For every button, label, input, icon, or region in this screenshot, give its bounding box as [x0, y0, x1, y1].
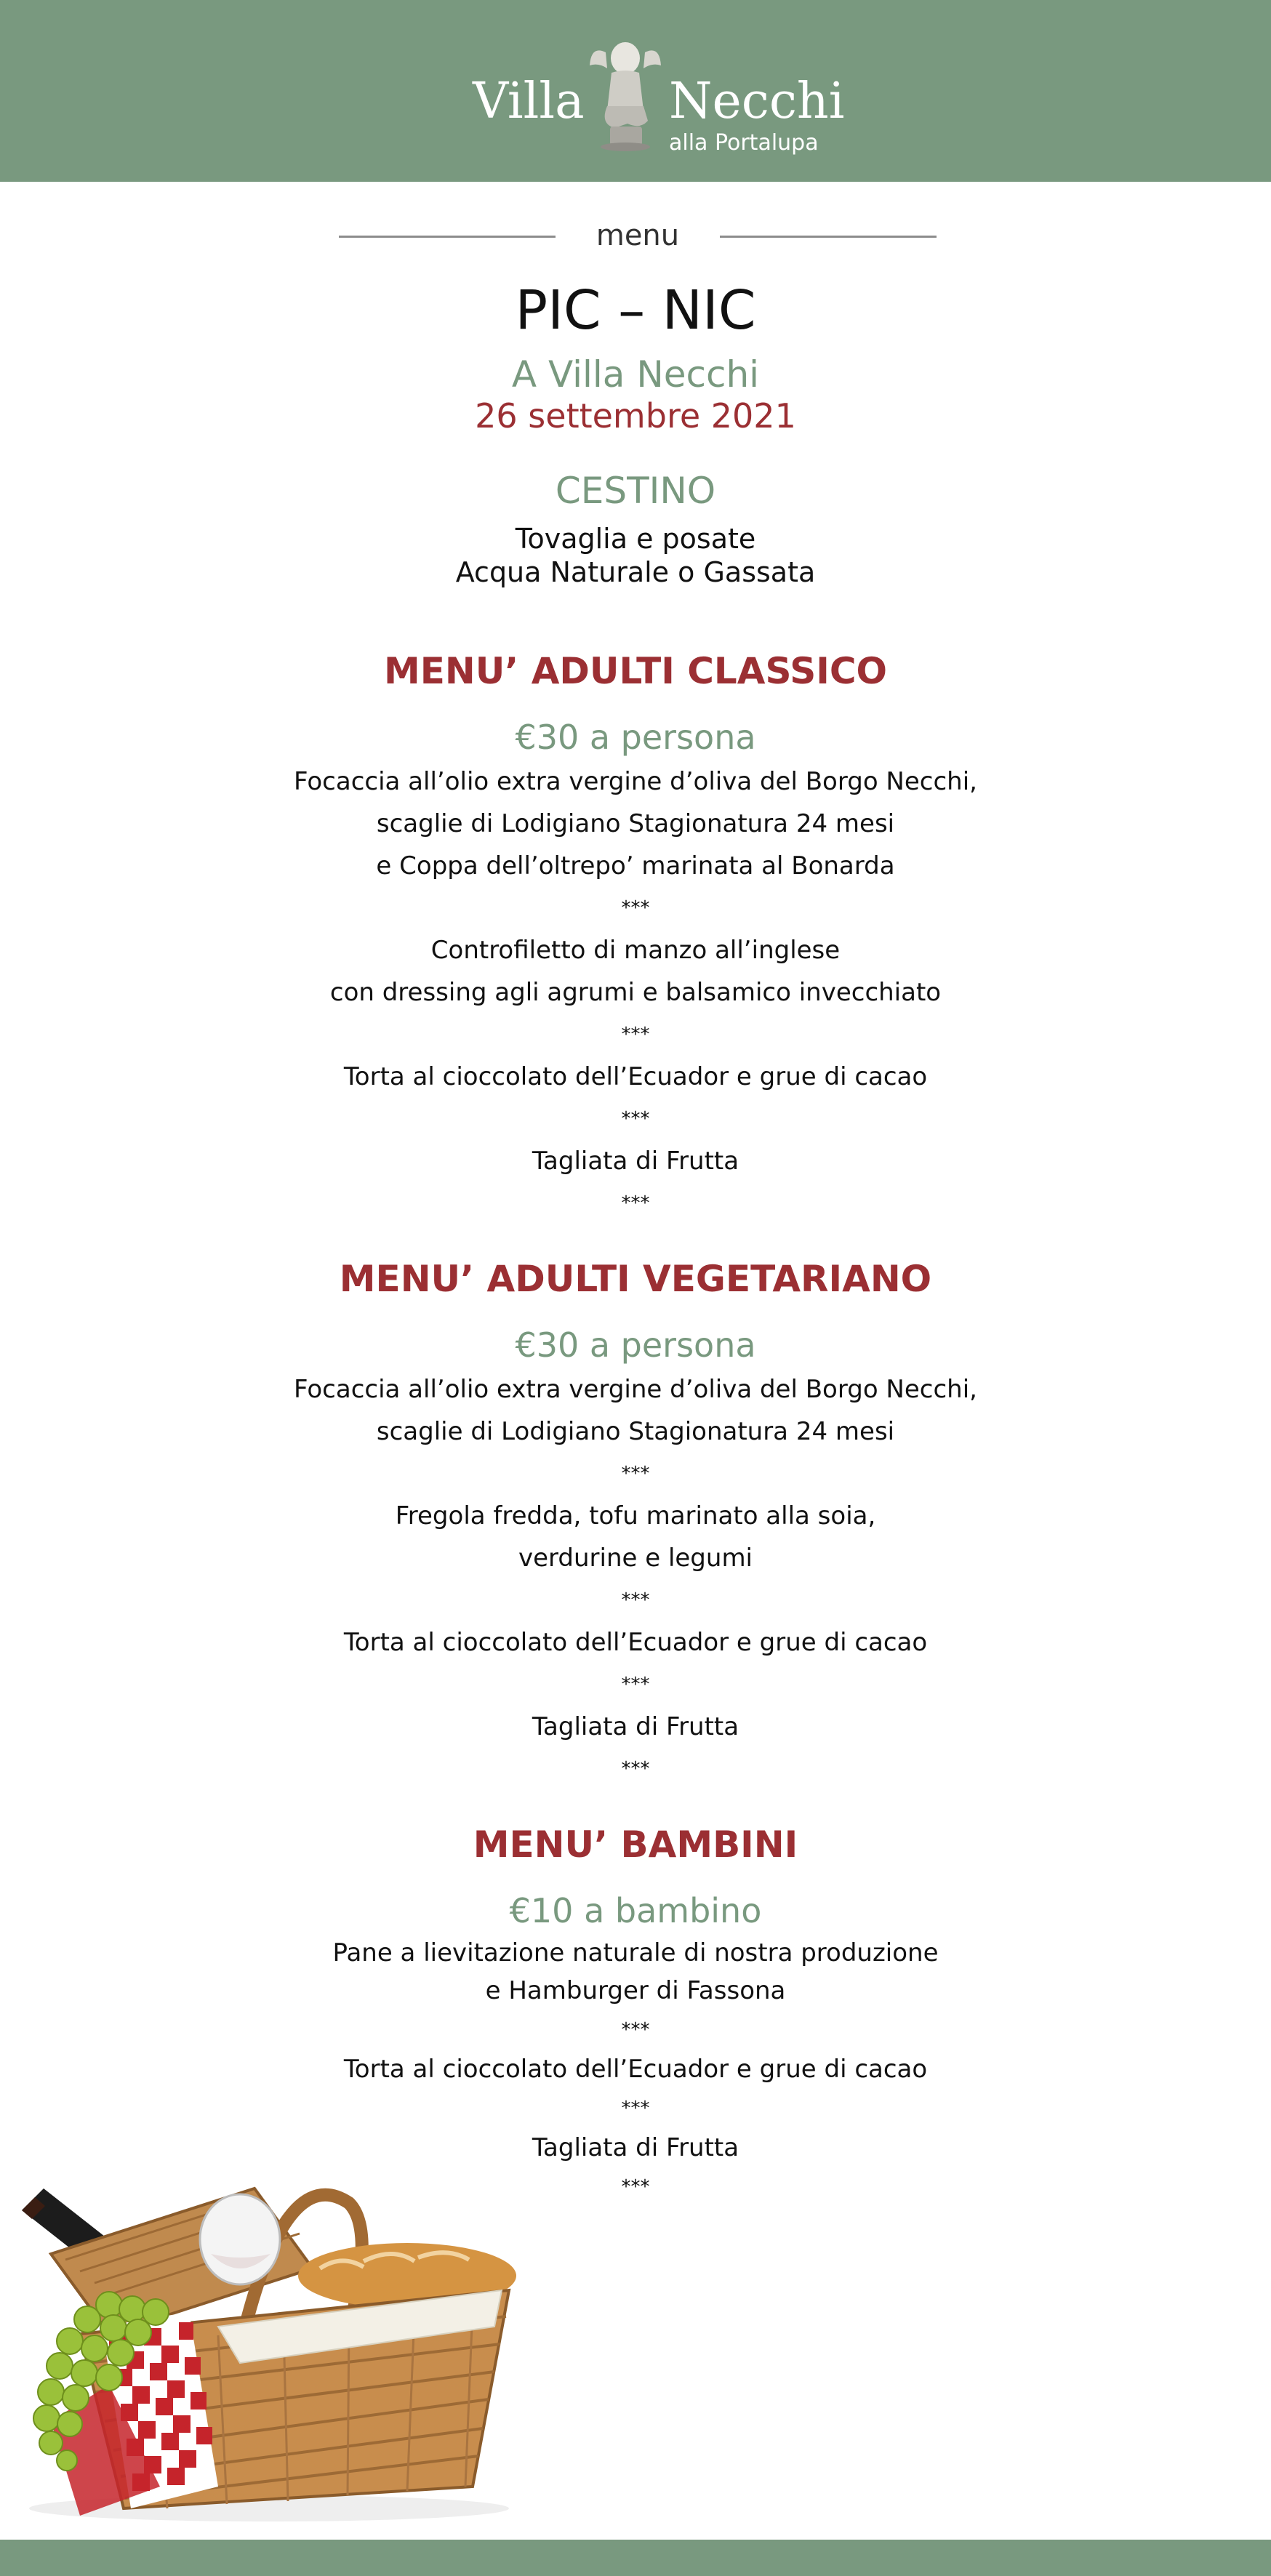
cestino-item: Tovaglia e posate: [515, 523, 756, 555]
course-line: Focaccia all’olio extra vergine d’oliva del Borgo Necchi,: [294, 767, 977, 796]
course-line: Controfiletto di manzo all’inglese: [430, 936, 841, 965]
header-banner: [0, 0, 1271, 182]
logo-word-villa: Villa: [473, 73, 585, 130]
course-separator: ***: [621, 2176, 650, 2198]
course-line: Tagliata di Frutta: [532, 2133, 739, 2162]
course-separator: ***: [621, 1108, 650, 1130]
course-list: [0, 761, 1271, 1224]
course-line: Pane a lievitazione naturale di nostra produzione: [332, 1938, 939, 1967]
picnic-basket-image: [0, 2145, 553, 2523]
course-separator: ***: [621, 897, 650, 919]
course-line: Tagliata di Frutta: [532, 1147, 739, 1176]
course-line: e Coppa dell’oltrepo’ marinata al Bonarda: [376, 851, 895, 880]
menu-label-row: [0, 214, 1271, 257]
course-line: Torta al cioccolato dell’Ecuador e grue di cacao: [343, 2055, 928, 2084]
villa-necchi-logo[interactable]: [465, 26, 845, 164]
course-line: Torta al cioccolato dell’Ecuador e grue di cacao: [343, 1062, 928, 1091]
event-place: A Villa Necchi: [511, 353, 760, 396]
course-line: scaglie di Lodigiano Stagionatura 24 mesi: [376, 809, 895, 838]
footer-band: [0, 2540, 1271, 2576]
divider-left: [339, 236, 556, 238]
section-title: MENU’ ADULTI CLASSICO: [383, 650, 888, 692]
menu-section-classico: [0, 646, 1271, 1224]
section-title: MENU’ ADULTI VEGETARIANO: [339, 1258, 932, 1300]
course-list: [0, 1368, 1271, 1790]
course-line: Torta al cioccolato dell’Ecuador e grue di cacao: [343, 1628, 928, 1657]
section-price: €30 a persona: [515, 1325, 756, 1365]
cestino-items: [0, 522, 1271, 589]
course-line: con dressing agli agrumi e balsamico invecchiato: [329, 978, 942, 1007]
cestino-item: Acqua Naturale o Gassata: [455, 556, 816, 588]
event-date: 26 settembre 2021: [475, 396, 796, 436]
menu-content: [0, 270, 1271, 2207]
course-separator: ***: [621, 1024, 650, 1046]
course-line: scaglie di Lodigiano Stagionatura 24 mesi: [376, 1417, 895, 1446]
course-separator: ***: [621, 2098, 650, 2119]
course-separator: ***: [621, 1758, 650, 1780]
course-separator: ***: [621, 1674, 650, 1696]
course-line: Tagliata di Frutta: [532, 1712, 739, 1741]
menu-label: menu: [596, 219, 680, 252]
cestino-title: CESTINO: [555, 470, 716, 512]
course-line: verdurine e legumi: [518, 1544, 753, 1573]
section-price: €30 a persona: [515, 718, 756, 757]
course-line: e Hamburger di Fassona: [485, 1976, 786, 2005]
logo-subtitle: alla Portalupa: [669, 130, 819, 156]
section-title: MENU’ BAMBINI: [473, 1823, 798, 1866]
course-line: Focaccia all’olio extra vergine d’oliva del Borgo Necchi,: [294, 1375, 977, 1404]
section-price: €10 a bambino: [509, 1891, 762, 1930]
course-separator: ***: [621, 1192, 650, 1214]
cherub-emblem-icon: [585, 31, 665, 154]
course-separator: ***: [621, 1463, 650, 1485]
course-line: Fregola fredda, tofu marinato alla soia,: [395, 1501, 876, 1530]
logo-word-necchi: Necchi: [669, 73, 845, 130]
event-title: PIC – NIC: [515, 279, 756, 342]
divider-right: [720, 236, 937, 238]
course-separator: ***: [621, 2019, 650, 2041]
wine-glass-icon: [200, 2194, 280, 2284]
menu-section-vegetariano: [0, 1253, 1271, 1790]
course-separator: ***: [621, 1589, 650, 1611]
